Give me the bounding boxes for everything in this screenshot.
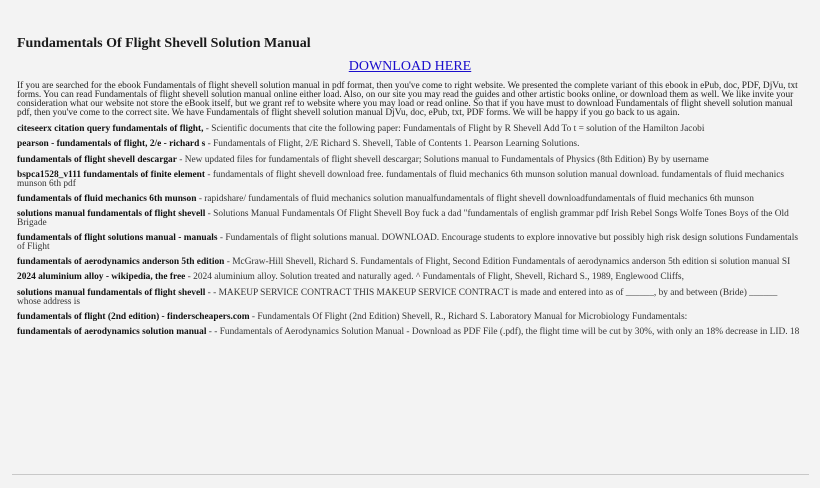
result-snippet: - 2024 aluminium alloy. Solution treated and naturally aged. ^ Fundamentals of Flight, Shevell, Richard S., 1989, Englewood Cliffs, bbox=[185, 272, 684, 283]
result-snippet: - McGraw-Hill Shevell, Richard S. Fundamentals of Flight, Second Edition Fundamentals of aerodynamics anderson 5th edition si solution manual SI bbox=[224, 257, 791, 268]
result-entry bbox=[17, 195, 803, 204]
result-snippet: - rapidshare/ fundamentals of fluid mechanics solution manualfundamentals of flight shevell downloadfundamentals of fluid mechanics 6th munson bbox=[196, 193, 754, 204]
result-snippet: - New updated files for fundamentals of flight shevell descargar; Solutions manual to Fundamentals of Physics (8th Edition) By by username bbox=[176, 154, 709, 165]
result-title-link[interactable]: bspca1528_v111 fundamentals of finite element bbox=[17, 169, 206, 180]
document-page bbox=[17, 36, 803, 343]
result-snippet: - Fundamentals Of Flight (2nd Edition) Shevell, R., Richard S. Laboratory Manual for Microbiology Fundamentals: bbox=[249, 311, 688, 322]
result-entry bbox=[17, 156, 803, 165]
result-entry bbox=[17, 171, 803, 189]
result-snippet: - fundamentals of flight shevell download free. fundamentals of fluid mechanics 6th munson solution manual download. fundamentals of fluid mechanics munson 6th pdf bbox=[17, 169, 785, 189]
result-title-link[interactable]: citeseerx citation query fundamentals of flight, bbox=[17, 124, 204, 135]
result-title-link[interactable]: fundamentals of aerodynamics anderson 5th edition bbox=[17, 257, 225, 268]
result-title-link[interactable]: fundamentals of flight shevell descargar bbox=[17, 154, 177, 165]
result-title-link[interactable]: solutions manual fundamentals of flight shevell bbox=[17, 287, 206, 298]
result-snippet: - Fundamentals of Flight, 2/E Richard S. Shevell, Table of Contents 1. Pearson Learning Solutions. bbox=[205, 139, 580, 150]
result-title-link[interactable]: fundamentals of aerodynamics solution manual bbox=[17, 326, 207, 337]
result-snippet: - Solutions Manual Fundamentals Of Flight Shevell Boy fuck a dad "fundamentals of english grammar pdf Irish Rebel Songs Wolfe Tones Boys of the Old Brigade bbox=[17, 208, 789, 229]
result-snippet: - Fundamentals of flight solutions manual. DOWNLOAD. Encourage students to explore innovative but possibly high risk design solutions Fundamentals of Flight bbox=[17, 233, 798, 253]
result-entry bbox=[17, 234, 803, 252]
result-title-link[interactable]: 2024 aluminium alloy - wikipedia, the free bbox=[17, 272, 186, 283]
page-title: Fundamentals Of Flight Shevell Solution Manual bbox=[17, 36, 311, 51]
result-entry bbox=[17, 313, 803, 322]
result-snippet: - - MAKEUP SERVICE CONTRACT THIS MAKEUP SERVICE CONTRACT is made and entered into as of ______, by and between (Bride) ______ whose address is bbox=[17, 287, 778, 307]
result-entry bbox=[17, 125, 803, 134]
results-list bbox=[17, 125, 803, 337]
result-entry bbox=[17, 210, 803, 228]
intro-paragraph: If you are searched for the ebook Fundamentals of flight shevell solution manual in pdf format, then you've come to right website. We presented the complete variant of this ebook in ePub, doc, PDF, DjVu, txt forms. You can read Fundamentals of flight shevell solution manual online either load. Also, on our site you may read the guides and other artistic books online, or download them as well. We like invite your consideration what our website not store the eBook itself, but we grant ref to website where you may load or read online. So that if you have must to download Fundamentals of flight shevell solution manual pdf, then you've come to the correct site. We have Fundamentals of flight shevell solution manual DjVu, doc, ePub, txt, PDF forms. We will be happy if you go back to us again. bbox=[17, 81, 798, 119]
result-title-link[interactable]: fundamentals of fluid mechanics 6th munson bbox=[17, 193, 197, 204]
result-entry bbox=[17, 289, 803, 307]
result-entry bbox=[17, 258, 803, 267]
result-entry bbox=[17, 140, 803, 149]
result-title-link[interactable]: pearson - fundamentals of flight, 2/e - richard s bbox=[17, 139, 206, 150]
result-title-link[interactable]: fundamentals of flight (2nd edition) - finderscheapers.com bbox=[17, 311, 250, 322]
result-entry bbox=[17, 273, 803, 282]
result-title-link[interactable]: solutions manual fundamentals of flight shevell bbox=[17, 208, 206, 219]
footer-divider bbox=[12, 474, 809, 475]
result-snippet: - - Fundamentals of Aerodynamics Solution Manual - Download as PDF File (.pdf), the flight time will be cut by 30%, with only an 18% decrease in LID. 18 bbox=[206, 326, 800, 337]
result-title-link[interactable]: fundamentals of flight solutions manual - manuals bbox=[17, 233, 218, 244]
result-entry bbox=[17, 328, 803, 337]
download-link[interactable]: DOWNLOAD HERE bbox=[348, 59, 472, 74]
result-snippet: - Scientific documents that cite the following paper: Fundamentals of Flight by R Shevell Add To t = solution of the Hamilton Jacobi bbox=[203, 124, 705, 135]
